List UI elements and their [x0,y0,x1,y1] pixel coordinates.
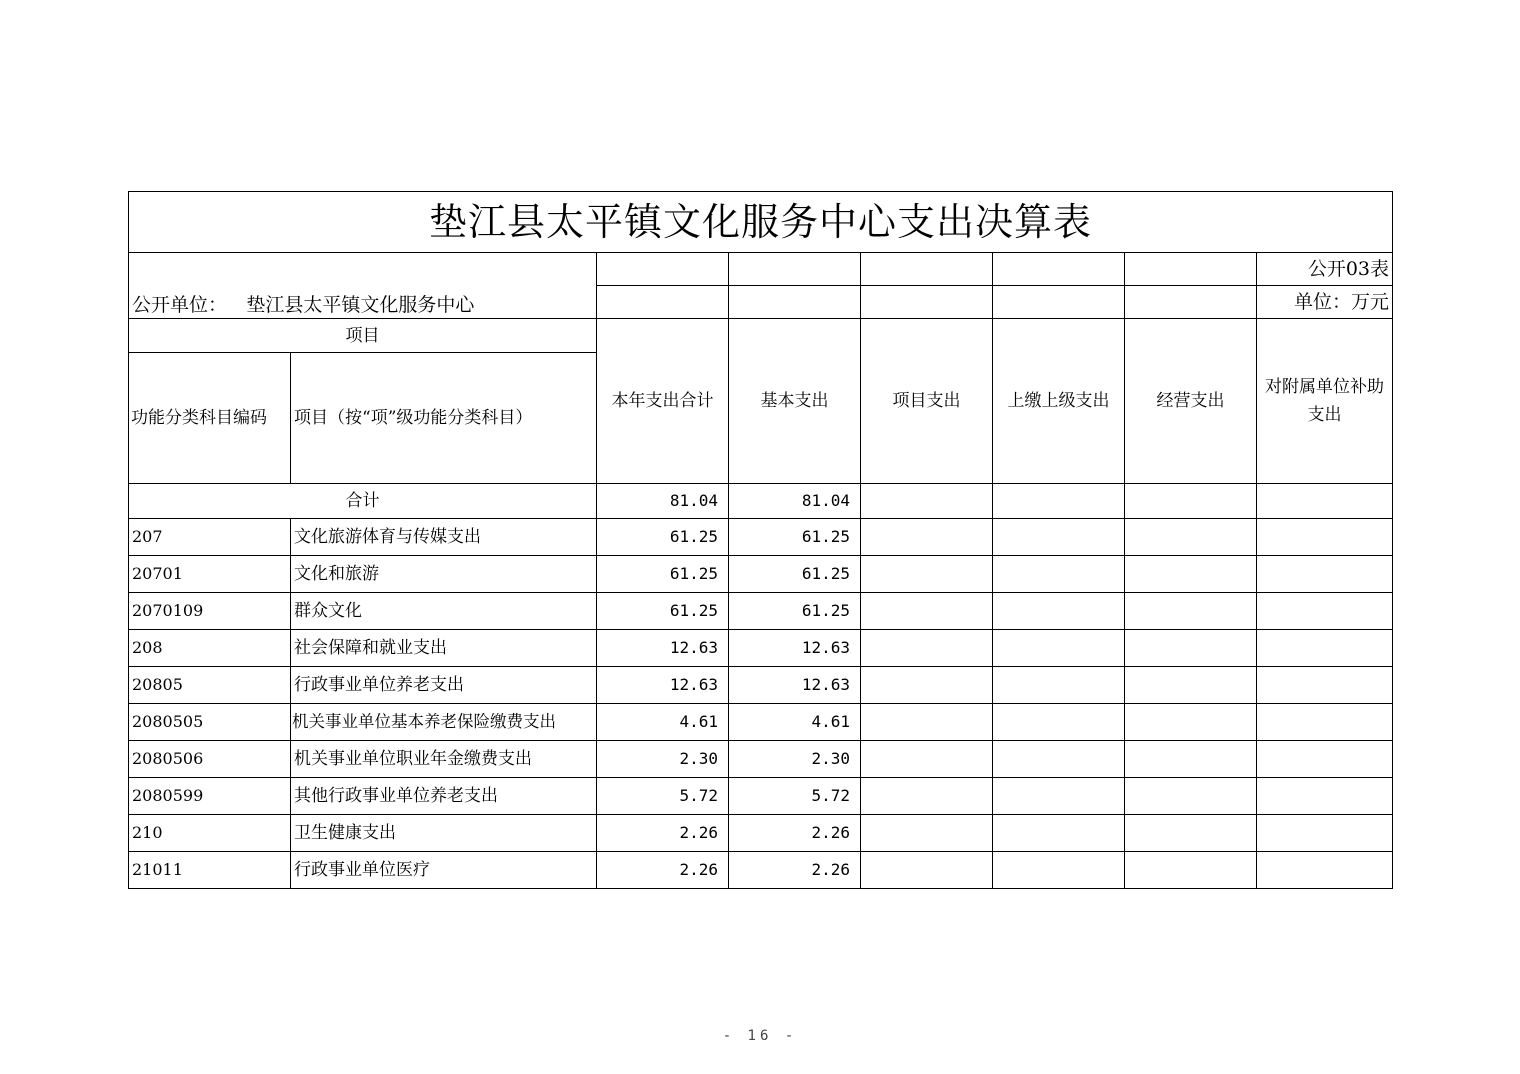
header-upper: 上缴上级支出 [993,319,1125,484]
empty-cell [1125,704,1257,741]
row-name: 文化旅游体育与传媒支出 [291,519,597,556]
currency-unit: 单位：万元 [1257,286,1393,319]
empty-cell [993,484,1125,519]
row-total: 4.61 [597,704,729,741]
row-basic: 12.63 [729,667,861,704]
row-name: 行政事业单位医疗 [291,852,597,889]
unit-label: 公开单位： [132,294,228,316]
row-basic: 61.25 [729,519,861,556]
row-name: 社会保障和就业支出 [291,630,597,667]
empty-cell [729,253,861,286]
row-total: 61.25 [597,519,729,556]
row-total: 2.26 [597,815,729,852]
empty-cell [1257,852,1393,889]
empty-cell [729,286,861,319]
empty-cell [861,815,993,852]
empty-cell [1125,630,1257,667]
empty-cell [993,852,1125,889]
row-code: 2080506 [129,741,291,778]
empty-cell [1257,556,1393,593]
row-name: 文化和旅游 [291,556,597,593]
total-label: 合计 [129,484,597,519]
row-code: 20701 [129,556,291,593]
header-code: 功能分类科目编码 [129,353,291,484]
row-code: 207 [129,519,291,556]
row-basic: 5.72 [729,778,861,815]
table-row [129,852,1393,889]
empty-cell [993,253,1125,286]
row-total: 2.26 [597,852,729,889]
row-name: 机关事业单位基本养老保险缴费支出 [291,704,597,741]
header-name: 项目（按“项”级功能分类科目） [291,353,597,484]
row-code: 210 [129,815,291,852]
empty-cell [1125,593,1257,630]
empty-cell [1125,484,1257,519]
unit-info [129,253,597,319]
empty-cell [1125,556,1257,593]
header-business: 经营支出 [1125,319,1257,484]
row-name: 机关事业单位职业年金缴费支出 [291,741,597,778]
header-subsidy: 对附属单位补助支出 [1257,319,1393,484]
empty-cell [861,778,993,815]
total-amount: 81.04 [597,484,729,519]
table-row [129,667,1393,704]
empty-cell [1257,630,1393,667]
empty-cell [1125,852,1257,889]
header-basic: 基本支出 [729,319,861,484]
empty-cell [1125,741,1257,778]
empty-cell [1125,667,1257,704]
row-code: 2080599 [129,778,291,815]
expenditure-report [128,191,1392,889]
empty-cell [861,667,993,704]
table-row [129,778,1393,815]
header-item-group: 项目 [129,319,597,353]
row-basic: 61.25 [729,593,861,630]
row-total: 2.30 [597,741,729,778]
table-row [129,519,1393,556]
empty-cell [1125,253,1257,286]
empty-cell [993,286,1125,319]
empty-cell [1257,519,1393,556]
empty-cell [993,556,1125,593]
empty-cell [861,286,993,319]
row-basic: 12.63 [729,630,861,667]
row-total: 61.25 [597,593,729,630]
empty-cell [861,556,993,593]
empty-cell [993,593,1125,630]
empty-cell [1125,778,1257,815]
empty-cell [861,741,993,778]
empty-cell [597,253,729,286]
empty-cell [861,704,993,741]
row-name: 卫生健康支出 [291,815,597,852]
row-total: 61.25 [597,556,729,593]
row-total: 12.63 [597,667,729,704]
table-row [129,741,1393,778]
empty-cell [1125,519,1257,556]
empty-cell [993,519,1125,556]
empty-cell [597,286,729,319]
empty-cell [861,519,993,556]
row-basic: 2.26 [729,815,861,852]
table-row [129,593,1393,630]
header-total: 本年支出合计 [597,319,729,484]
empty-cell [993,667,1125,704]
page-title: 垫江县太平镇文化服务中心支出决算表 [129,192,1393,253]
unit-name: 垫江县太平镇文化服务中心 [246,294,475,316]
empty-cell [1257,778,1393,815]
empty-cell [1257,484,1393,519]
empty-cell [993,815,1125,852]
empty-cell [993,778,1125,815]
row-total: 5.72 [597,778,729,815]
table-row [129,556,1393,593]
expenditure-table [128,191,1393,889]
row-code: 21011 [129,852,291,889]
row-name: 行政事业单位养老支出 [291,667,597,704]
empty-cell [861,852,993,889]
row-basic: 61.25 [729,556,861,593]
empty-cell [1257,667,1393,704]
empty-cell [1257,741,1393,778]
empty-cell [1257,815,1393,852]
empty-cell [993,630,1125,667]
row-code: 208 [129,630,291,667]
row-total: 12.63 [597,630,729,667]
row-name: 群众文化 [291,593,597,630]
empty-cell [861,630,993,667]
empty-cell [1125,286,1257,319]
empty-cell [993,741,1125,778]
empty-cell [861,253,993,286]
form-number: 公开03表 [1257,253,1393,286]
table-row [129,704,1393,741]
empty-cell [993,704,1125,741]
row-code: 2070109 [129,593,291,630]
empty-cell [1257,704,1393,741]
empty-cell [1125,815,1257,852]
empty-cell [1257,593,1393,630]
row-code: 20805 [129,667,291,704]
row-basic: 4.61 [729,704,861,741]
row-basic: 2.26 [729,852,861,889]
empty-cell [861,593,993,630]
table-row [129,815,1393,852]
empty-cell [861,484,993,519]
row-name: 其他行政事业单位养老支出 [291,778,597,815]
total-basic: 81.04 [729,484,861,519]
row-basic: 2.30 [729,741,861,778]
row-code: 2080505 [129,704,291,741]
header-project: 项目支出 [861,319,993,484]
table-row [129,630,1393,667]
page-number: - 16 - [722,1028,798,1044]
